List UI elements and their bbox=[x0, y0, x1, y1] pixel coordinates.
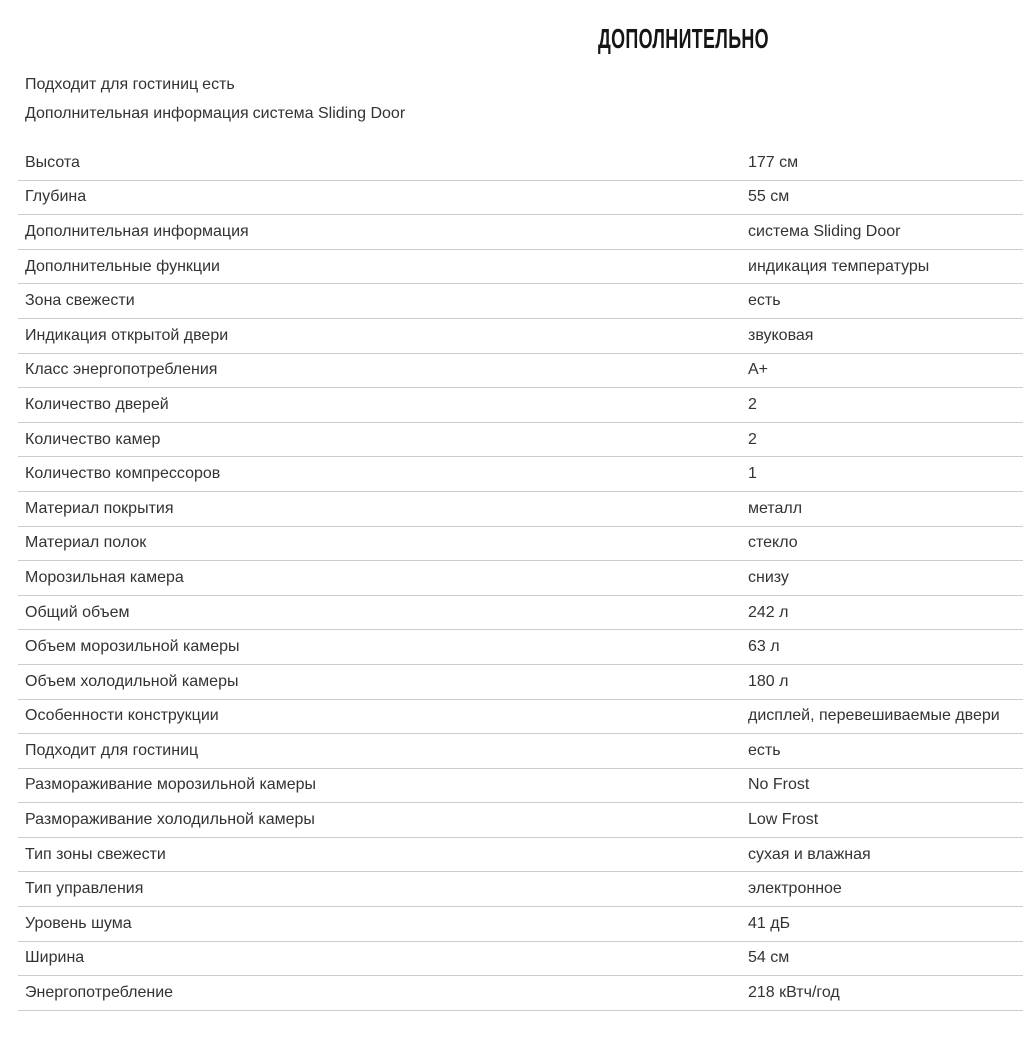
spec-value: 177 см bbox=[748, 153, 799, 171]
spec-row bbox=[18, 976, 1023, 1011]
spec-name: Высота bbox=[25, 153, 80, 171]
intro-label: Дополнительная информация bbox=[25, 105, 249, 122]
spec-row bbox=[18, 803, 1023, 838]
spec-name: Количество дверей bbox=[25, 395, 169, 413]
spec-row bbox=[18, 596, 1023, 631]
spec-row bbox=[18, 872, 1023, 907]
spec-name: Количество камер bbox=[25, 430, 161, 448]
spec-value: дисплей, перевешиваемые двери bbox=[748, 707, 1000, 725]
spec-name: Размораживание холодильной камеры bbox=[25, 811, 315, 829]
spec-name: Дополнительные функции bbox=[25, 257, 220, 275]
spec-value: A+ bbox=[748, 361, 769, 379]
spec-value: снизу bbox=[748, 568, 789, 586]
intro-label: Подходит для гостиниц bbox=[25, 76, 199, 93]
spec-value: 1 bbox=[748, 465, 757, 483]
spec-row bbox=[18, 907, 1023, 942]
spec-name: Тип управления bbox=[25, 880, 144, 898]
spec-row bbox=[18, 250, 1023, 285]
spec-row bbox=[18, 146, 1023, 181]
spec-value: индикация температуры bbox=[748, 257, 930, 275]
spec-name: Зона свежести bbox=[25, 292, 135, 310]
spec-value: 41 дБ bbox=[748, 914, 791, 932]
spec-value: 54 см bbox=[748, 949, 790, 967]
spec-value: сухая и влажная bbox=[748, 845, 871, 863]
spec-value: No Frost bbox=[748, 776, 810, 794]
spec-name: Подходит для гостиниц bbox=[25, 741, 199, 759]
spec-value: 63 л bbox=[748, 638, 780, 656]
spec-row bbox=[18, 700, 1023, 735]
spec-name: Индикация открытой двери bbox=[25, 326, 229, 344]
spec-name: Объем холодильной камеры bbox=[25, 672, 239, 690]
spec-row bbox=[18, 284, 1023, 319]
spec-name: Общий объем bbox=[25, 603, 130, 621]
spec-page-content bbox=[18, 22, 1023, 1011]
spec-name: Ширина bbox=[25, 949, 85, 967]
spec-row bbox=[18, 769, 1023, 804]
spec-value: 242 л bbox=[748, 603, 789, 621]
spec-name: Материал покрытия bbox=[25, 499, 174, 517]
spec-row bbox=[18, 561, 1023, 596]
intro-list bbox=[18, 70, 1023, 128]
spec-value: звуковая bbox=[748, 326, 814, 344]
spec-row bbox=[18, 181, 1023, 216]
spec-row bbox=[18, 319, 1023, 354]
spec-name: Материал полок bbox=[25, 534, 147, 552]
spec-name: Размораживание морозильной камеры bbox=[25, 776, 316, 794]
spec-row bbox=[18, 838, 1023, 873]
spec-name: Тип зоны свежести bbox=[25, 845, 166, 863]
spec-row bbox=[18, 215, 1023, 250]
spec-value: 218 кВтч/год bbox=[748, 984, 840, 1002]
spec-row bbox=[18, 354, 1023, 389]
spec-value: 55 см bbox=[748, 188, 790, 206]
spec-value: 2 bbox=[748, 430, 757, 448]
spec-value: 180 л bbox=[748, 672, 789, 690]
spec-value: электронное bbox=[748, 880, 842, 898]
spec-name: Морозильная камера bbox=[25, 568, 184, 586]
section-title bbox=[18, 22, 1023, 56]
spec-name: Глубина bbox=[25, 188, 87, 206]
spec-value: есть bbox=[748, 292, 781, 310]
spec-value: 2 bbox=[748, 395, 757, 413]
spec-row bbox=[18, 734, 1023, 769]
spec-value: есть bbox=[748, 741, 781, 759]
intro-value: система Sliding Door bbox=[252, 105, 406, 122]
spec-row bbox=[18, 527, 1023, 562]
spec-name: Класс энергопотребления bbox=[25, 361, 218, 379]
spec-name: Объем морозильной камеры bbox=[25, 638, 240, 656]
spec-name: Количество компрессоров bbox=[25, 465, 221, 483]
spec-value: Low Frost bbox=[748, 811, 819, 829]
spec-name: Дополнительная информация bbox=[25, 222, 249, 240]
spec-value: металл bbox=[748, 499, 803, 517]
spec-row bbox=[18, 423, 1023, 458]
spec-value: система Sliding Door bbox=[748, 222, 901, 240]
spec-row bbox=[18, 942, 1023, 977]
intro-row bbox=[25, 70, 1023, 99]
spec-name: Особенности конструкции bbox=[25, 707, 219, 725]
spec-name: Уровень шума bbox=[25, 914, 132, 932]
intro-row bbox=[25, 99, 1023, 128]
spec-row bbox=[18, 630, 1023, 665]
spec-row bbox=[18, 665, 1023, 700]
spec-row bbox=[18, 457, 1023, 492]
spec-value: стекло bbox=[748, 534, 798, 552]
section-title-text: ДОПОЛНИТЕЛЬНО bbox=[597, 23, 769, 54]
spec-table bbox=[18, 146, 1023, 1011]
spec-row bbox=[18, 492, 1023, 527]
spec-row bbox=[18, 388, 1023, 423]
intro-value: есть bbox=[202, 76, 235, 93]
spec-name: Энергопотребление bbox=[25, 984, 174, 1002]
